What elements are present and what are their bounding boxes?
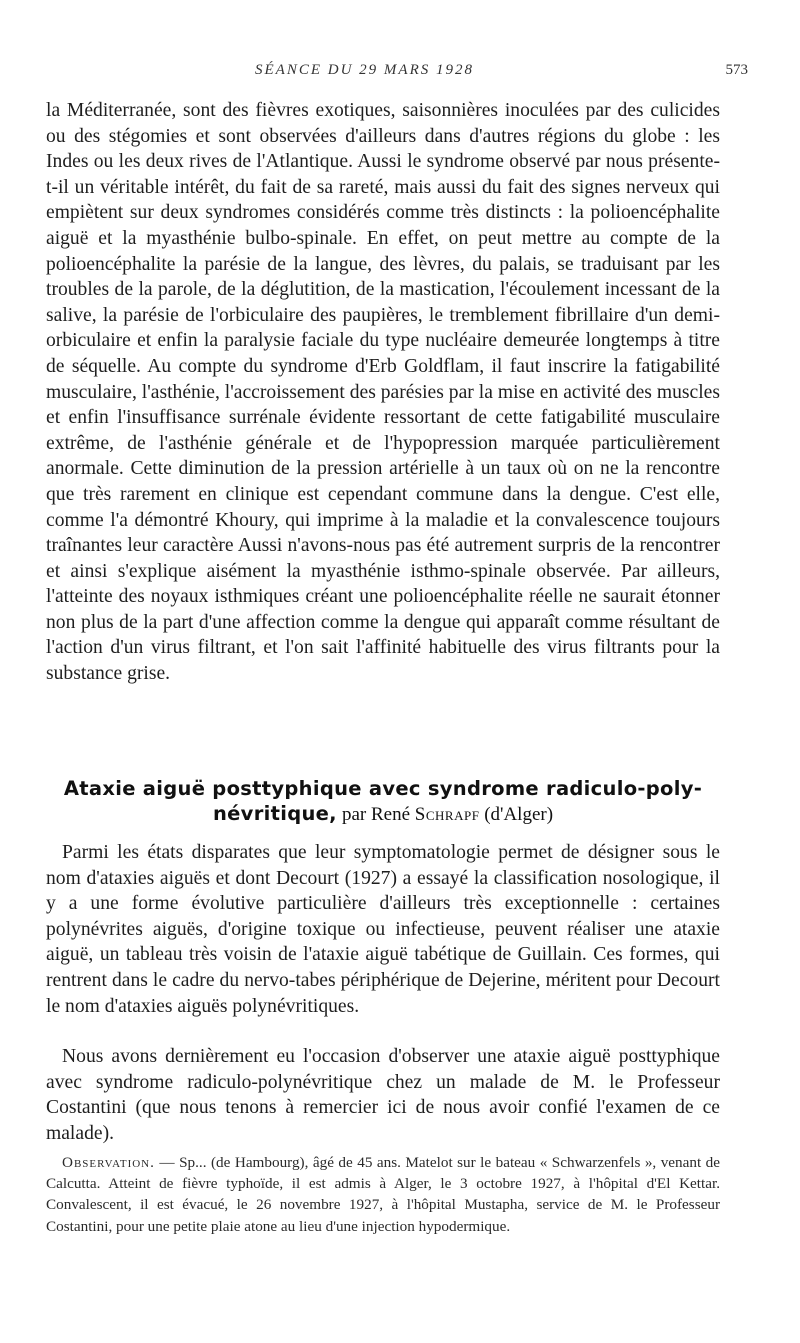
observation-label: Observation.: [62, 1154, 155, 1171]
author-affiliation: (d'Alger): [484, 804, 554, 825]
running-head-title: SÉANCE DU 29 MARS 1928: [255, 62, 474, 78]
body-paragraph-intro: Parmi les états disparates que leur symptomatologie permet de désigner sous le nom d'ataxies aiguës et dont Decourt (1927) a essayé la classification nosologique, il y a une forme évolutive particulière d'ailleurs très exceptionnelle : certaines polynévrites aiguës, d'origine toxique ou infectieuse, peuvent réaliser une ataxie aiguë, un tableau très voisin de l'ataxie aiguë tabétique de Guillain. Ces formes, qui rentrent dans le cadre du nervo-tabes périphérique de Dejerine, méritent pour Decourt le nom d'ataxies aiguës polynévritiques.: [46, 842, 720, 1017]
byline-prefix: par René: [341, 804, 411, 825]
article-title-line-2: névritique,: [212, 802, 337, 825]
article-heading: [46, 776, 720, 826]
author-surname: Schrapf: [414, 804, 480, 825]
body-paragraph-case: Nous avons dernièrement eu l'occasion d'observer une ataxie aiguë posttyphique avec syndrome radiculo-polynévritique chez un malade de M. le Professeur Costantini (que nous tenons à remercier ici de nous avoir confié l'examen de ce malade).: [46, 1046, 720, 1144]
page-number: 573: [725, 62, 748, 78]
observation-note: [46, 1152, 720, 1237]
body-paragraph-continued: la Méditerranée, sont des fièvres exotiques, saisonnières inoculées par des culicides ou des stégomies et sont observées d'ailleurs dans d'autres régions du globe : les Indes ou les deux rives de l'Atlantique. Aussi le syndrome observé par nous présente-t-il un véritable intérêt, du fait de sa rareté, mais aussi du fait des signes nerveux qui empiètent sur deux syndromes considérés comme très distincts : la polioencéphalite aiguë et la myasthénie bulbo-spinale. En effet, on peut mettre au compte de la polioencéphalite la parésie de la langue, des lèvres, du palais, se traduisant par les troubles de la parole, de la déglutition, de la mastication, l'écoulement incessant de la salive, la parésie de l'orbiculaire des paupières, le tremblement fibrillaire d'un demi-orbiculaire et enfin la paralysie faciale du type nucléaire demeurée longtemps à titre de séquelle. Au compte du syndrome d'Erb Goldflam, il faut inscrire la fatigabilité musculaire, l'asthénie, l'accroissement des parésies par la mise en activité des muscles et enfin l'insuffisance surrénale évidente ressortant de cette fatigabilité musculaire extrême, de l'asthénie générale et de l'hypopression marquée particulièrement anormale. Cette diminution de la pression artérielle à un taux où on ne la rencontre que très rarement en clinique est cependant commune dans la dengue. C'est elle, comme l'a démontré Khoury, qui imprime à la maladie et la convalescence toujours traînantes leur caractère Aussi n'avons-nous pas été autrement surpris de la rencontrer et ainsi s'explique aisément la myasthénie isthmo-spinale observée. Par ailleurs, l'atteinte des noyaux isthmiques créant une polioencéphalite réelle ne saurait étonner non plus de la part d'une affection comme la dengue qui apparaît comme résultant de l'action d'un virus filtrant, et l'on sait l'affinité habituelle des virus filtrants pour la substance grise.: [46, 100, 720, 685]
running-head: [0, 62, 800, 82]
article-byline: [342, 804, 553, 825]
article-title-line-1: Ataxie aiguë posttyphique avec syndrome radiculo-poly-: [63, 777, 703, 800]
article-title-row-2: [46, 801, 720, 826]
observation-text: — Sp... (de Hambourg), âgé de 45 ans. Matelot sur le bateau « Schwarzenfels », venant de Calcutta. Atteint de fièvre typhoïde, il est admis à Alger, le 3 octobre 1927, à l'hôpital d'El Kettar. Convalescent, il est évacué, le 26 novembre 1927, à l'hôpital Mustapha, service de M. le Professeur Costantini, pour une petite plaie atone au lieu d'une injection hypodermique.: [46, 1154, 720, 1235]
